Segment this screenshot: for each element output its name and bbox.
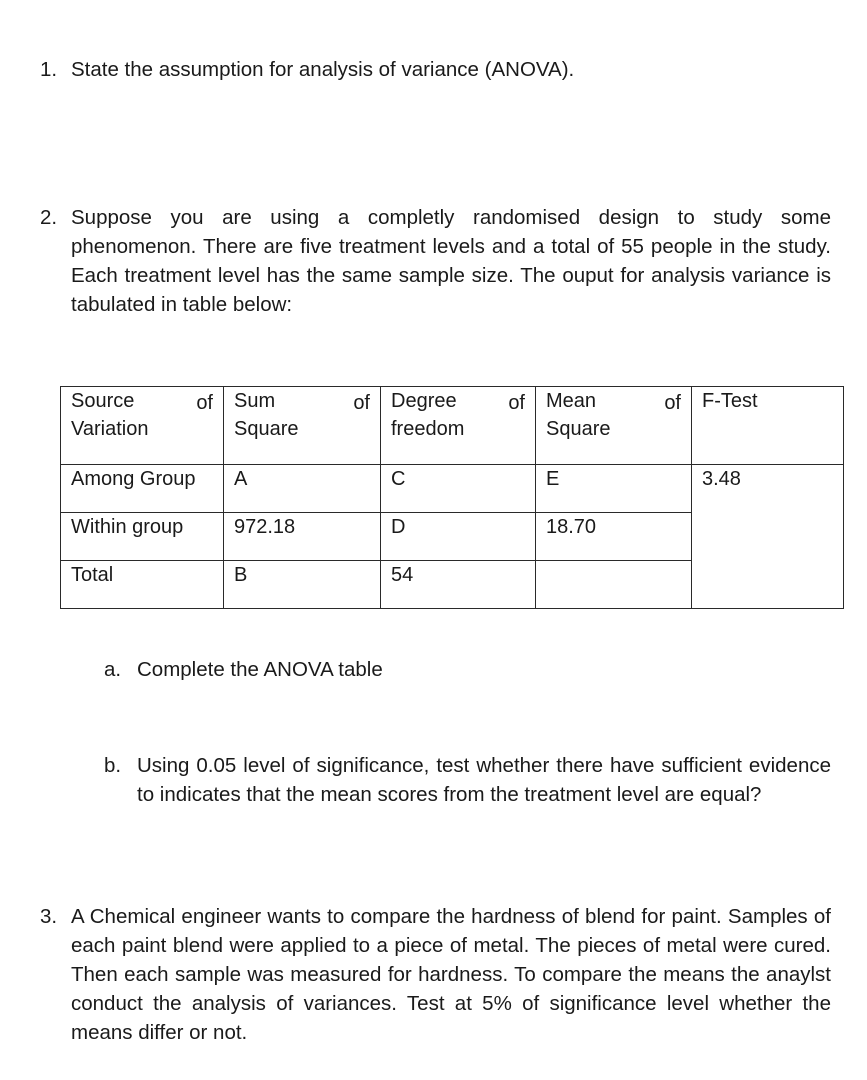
question-2b-text: Using 0.05 level of significance, test whether there have sufficient evidence to indicates that the mean scores from the treatment level are equal? — [137, 754, 831, 806]
header-line2: Square — [546, 418, 611, 440]
header-line2: Square — [234, 418, 299, 440]
header-line1: Mean — [546, 390, 597, 412]
cell-df: 54 — [381, 561, 536, 609]
cell-ms: 18.70 — [536, 513, 692, 561]
question-3 — [40, 902, 831, 1047]
anova-table — [60, 386, 844, 609]
header-degree-of-freedom — [381, 387, 536, 465]
cell-source: Total — [61, 561, 224, 609]
cell-ms — [536, 561, 692, 609]
cell-ss: A — [224, 465, 381, 513]
table-row-among-group — [61, 465, 844, 513]
question-2-text: Suppose you are using a completly randomised design to study some phenomenon. There are five treatment levels and a total of 55 people in the study. Each treatment level has the same sample size. The ouput for analysis variance is tabulated in table below: — [71, 206, 831, 316]
cell-ss: B — [224, 561, 381, 609]
question-2b — [104, 751, 831, 809]
cell-df: C — [381, 465, 536, 513]
cell-ms: E — [536, 465, 692, 513]
header-of: of — [664, 392, 681, 414]
cell-ss: 972.18 — [224, 513, 381, 561]
header-sum-of-square — [224, 387, 381, 465]
question-2-number: 2. — [40, 206, 58, 229]
header-line1: Sum — [234, 390, 276, 412]
question-2a — [104, 655, 831, 684]
cell-source: Within group — [61, 513, 224, 561]
question-2a-text: Complete the ANOVA table — [137, 658, 383, 681]
header-mean-of-square — [536, 387, 692, 465]
header-line1: F-Test — [702, 390, 758, 412]
header-source-of-variation — [61, 387, 224, 465]
question-3-number: 3. — [40, 905, 58, 928]
cell-df: D — [381, 513, 536, 561]
question-1-text: State the assumption for analysis of variance (ANOVA). — [71, 58, 575, 81]
header-line1: Degree — [391, 390, 457, 412]
header-line2: freedom — [391, 418, 465, 440]
cell-f-test: 3.48 — [692, 465, 844, 609]
header-f-test — [692, 387, 844, 465]
header-line1: Source — [71, 390, 135, 412]
question-2a-number: a. — [104, 658, 122, 681]
table-header-row — [61, 387, 844, 465]
question-1 — [40, 55, 830, 84]
header-of: of — [353, 392, 370, 414]
question-1-number: 1. — [40, 58, 58, 81]
question-3-text: A Chemical engineer wants to compare the hardness of blend for paint. Samples of each paint blend were applied to a piece of metal. The pieces of metal were cured. Then each sample was measured for hardness. To compare the means the anaylst conduct the analysis of variances. Test at 5% of significance level whether the means differ or not. — [71, 905, 831, 1044]
question-2b-number: b. — [104, 754, 122, 777]
header-of: of — [508, 392, 525, 414]
cell-source: Among Group — [61, 465, 224, 513]
header-of: of — [196, 392, 213, 414]
question-2 — [40, 203, 831, 319]
header-line2: Variation — [71, 418, 149, 440]
